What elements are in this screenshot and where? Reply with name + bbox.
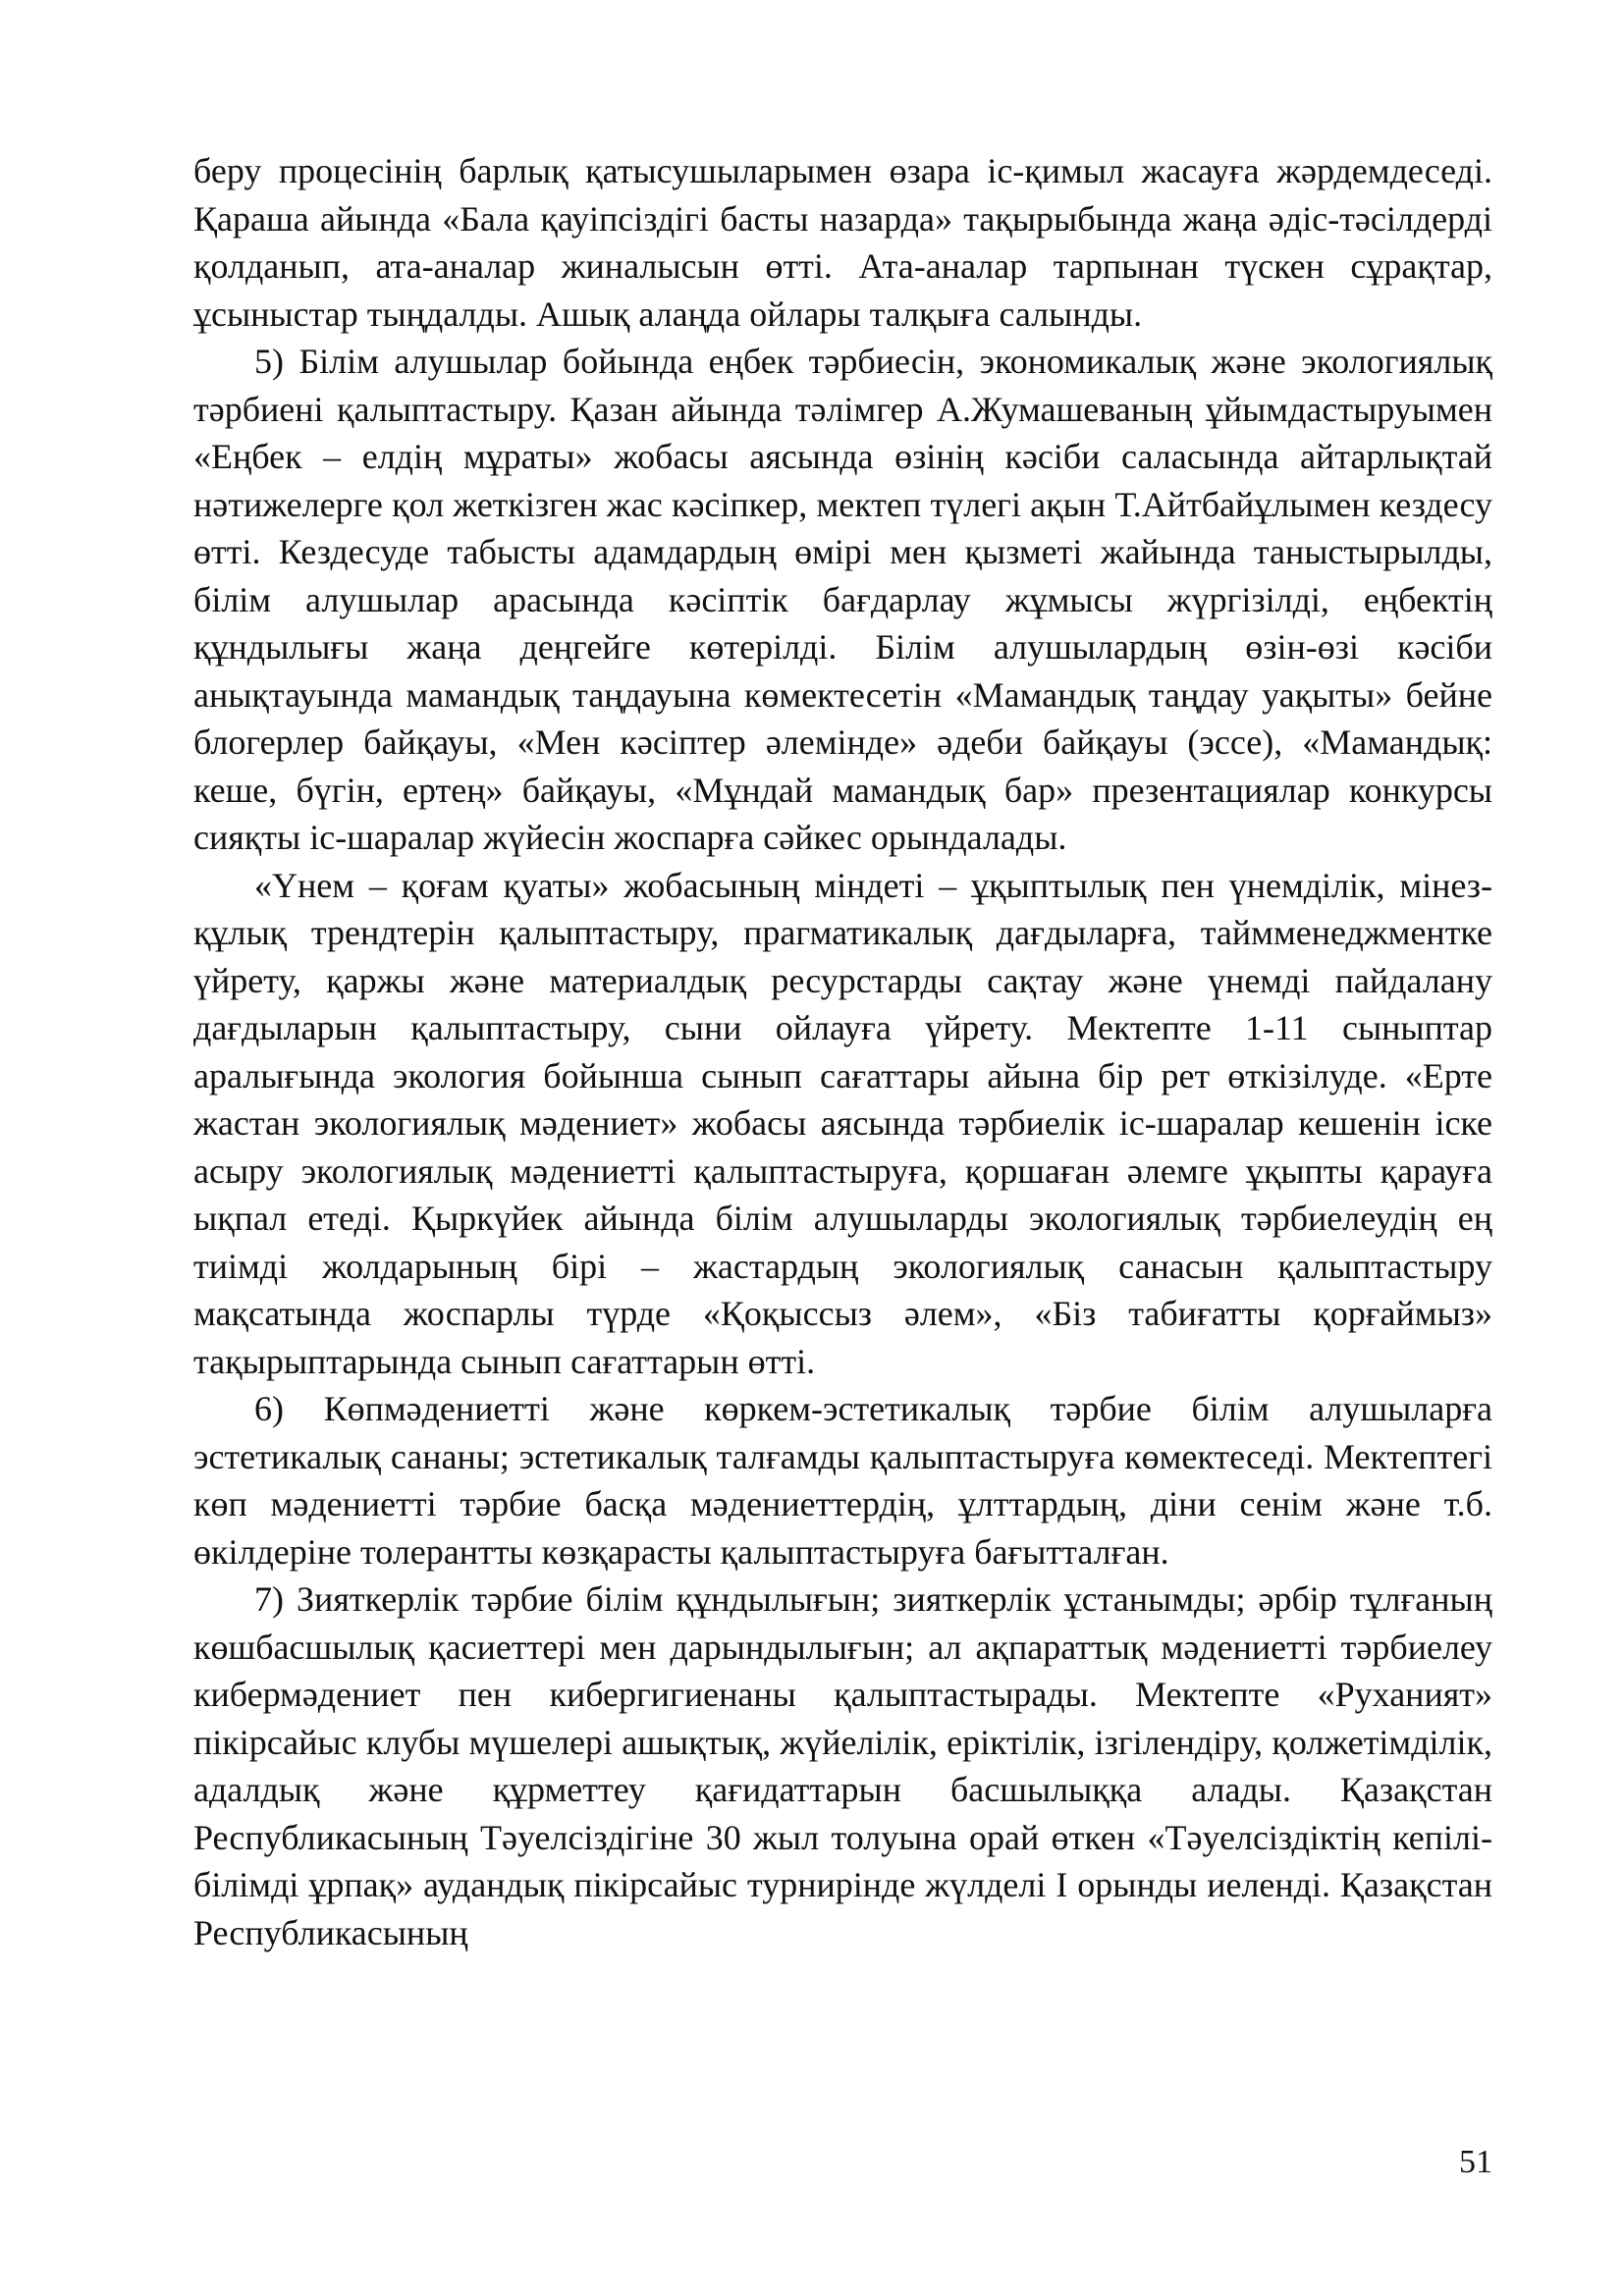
paragraph-thrift-project: «Үнем – қоғам қуаты» жобасының міндеті – ұқыптылық пен үнемділік, мінез-құлық трендтерін қалыптастыру, прагматикалық дағдыларға, таймменеджментке үйрету, қаржы және материалдық ресурстарды сақтау және үнемді пайдалану дағдыларын қалыптастыру, сыни ойлауға үйрету. Мектепте 1-11 сыныптар аралығында экология бойынша сынып сағаттары айына бір рет өткізілуде. «Ерте жастан экологиялық мәдениет» жобасы аясында тәрбиелік іс-шаралар кешенін іске асыру экологиялық мәдениетті қалыптастыруға, қоршаған әлемге ұқыпты қарауға ықпал етеді. Қыркүйек айында білім алушыларды экологиялық тәрбиелеудің ең тиімді жолдарының бірі – жастардың экологиялық санасын қалыптастыру мақсатында жоспарлы түрде «Қоқыссыз әлем», «Біз табиғатты қорғаймыз» тақырыптарында сынып сағаттарын өтті. (193, 865, 1492, 1381)
page-number: 51 (1459, 2144, 1492, 2180)
paragraph-continuation: беру процесінің барлық қатысушыларымен өзара іс-қимыл жасауға жәрдемдеседі. Қараша айында «Бала қауіпсіздігі басты назарда» тақырыбында жаңа әдіс-тәсілдерді қолданып, ата-аналар жиналысын өтті. Ата-аналар тарпынан түскен сұрақтар, ұсыныстар тыңдалды. Ашық алаңда ойлары талқыға салынды. (193, 151, 1492, 334)
paragraph-labor-economic-ecological: 5) Білім алушылар бойында еңбек тәрбиесін, экономикалық және экологиялық тәрбиені қалыптастыру. Қазан айында тәлімгер А.Жумашеваның ұйымдастыруымен «Еңбек – елдің мұраты» жобасы аясында өзінің кәсіби саласында айтарлықтай нәтижелерге қол жеткізген жас кәсіпкер, мектеп түлегі ақын Т.Айтбайұлымен кездесу өтті. Кездесуде табысты адамдардың өмірі мен қызметі жайында таныстырылды, білім алушылар арасында кәсіптік бағдарлау жұмысы жүргізілді, еңбектің құндылығы жаңа деңгейге көтерілді. Білім алушылардың өзін-өзі кәсіби анықтауында мамандық таңдауына көмектесетін «Мамандық таңдау уақыты» бейне блогерлер байқауы, «Мен кәсіптер әлемінде» әдеби байқауы (эссе), «Мамандық: кеше, бүгін, ертең» байқауы, «Мұндай мамандық бар» презентациялар конкурсы сияқты іс-шаралар жүйесін жоспарға сәйкес орындалады. (193, 342, 1492, 857)
paragraph-multicultural-aesthetic: 6) Көпмәдениетті және көркем-эстетикалық тәрбие білім алушыларға эстетикалық сананы; эстетикалық талғамды қалыптастыруға көмектеседі. Мектептегі көп мәдениетті тәрбие басқа мәдениеттердің, ұлттардың, діни сенім және т.б. өкілдеріне толерантты көзқарасты қалыптастыруға бағытталған. (193, 1389, 1492, 1572)
page-body (193, 147, 1492, 1956)
paragraph-intellectual-education: 7) Зияткерлік тәрбие білім құндылығын; зияткерлік ұстанымды; әрбір тұлғаның көшбасшылық қасиеттері мен дарындылығын; ал ақпараттық мәдениетті тәрбиелеу кибермәдениет пен кибергигиенаны қалыптастырады. Мектепте «Руханият» пікірсайыс клубы мүшелері ашықтық, жүйелілік, еріктілік, ізгілендіру, қолжетімділік, адалдық және құрметтеу қағидаттарын басшылыққа алады. Қазақстан Республикасының Тәуелсіздігіне 30 жыл толуына орай өткен «Тәуелсіздіктің кепілі-білімді ұрпақ» аудандық пікірсайыс турнирінде жүлделі І орынды иеленді. Қазақстан Республикасының (193, 1579, 1492, 1952)
